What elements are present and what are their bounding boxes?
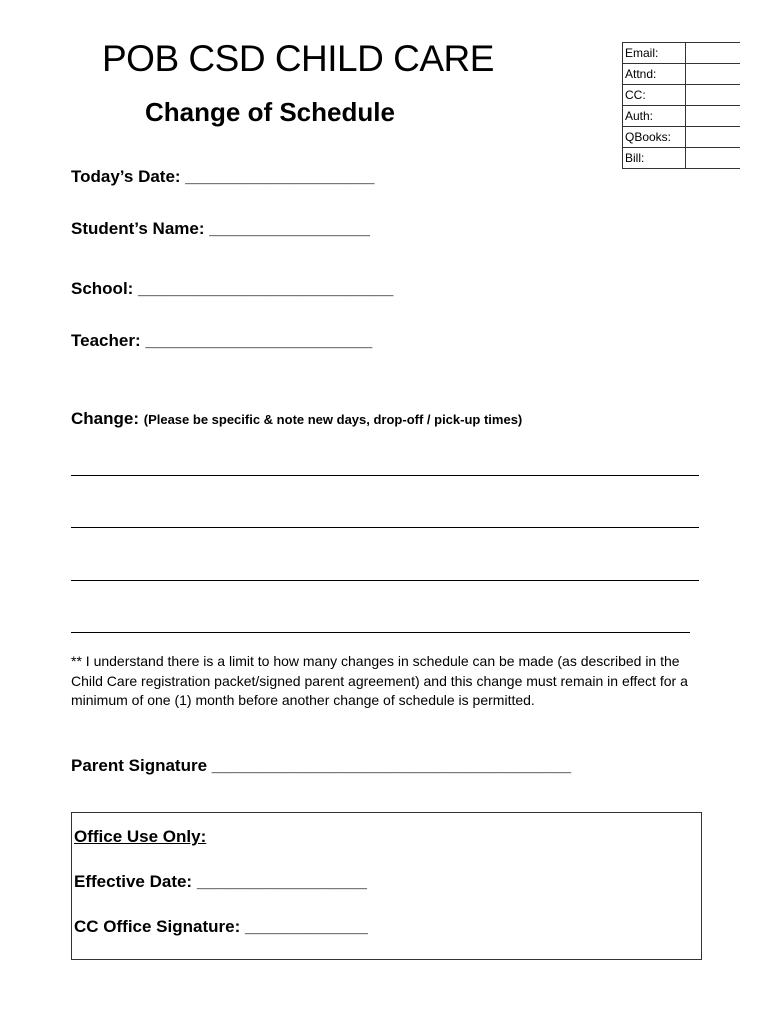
change-line-3[interactable]	[71, 580, 699, 581]
acknowledgement-text: ** I understand there is a limit to how many changes in schedule can be made (as described in the Child Care registration packet/signed parent agreement) and this change must remain in effect for a minimum of one (1) month before another change of schedule is permitted.	[71, 653, 688, 708]
effective-date-field[interactable]: Effective Date: __________________	[74, 872, 368, 891]
teacher-field[interactable]: Teacher: ________________________	[71, 331, 373, 350]
parent-signature-field[interactable]: Parent Signature ______________________________________	[71, 756, 572, 775]
change-line-2[interactable]	[71, 527, 699, 528]
change-line-4[interactable]	[71, 632, 690, 633]
status-row-attnd	[623, 64, 741, 85]
status-row-qbooks	[623, 127, 741, 148]
school-field[interactable]: School: ___________________________	[71, 279, 394, 298]
status-label-email: Email:	[623, 43, 686, 64]
status-row-auth	[623, 106, 741, 127]
acknowledgement-note	[71, 652, 701, 711]
change-section	[71, 408, 522, 431]
status-label-bill: Bill:	[623, 148, 686, 169]
status-row-email	[623, 43, 741, 64]
status-row-bill	[623, 148, 741, 169]
office-use-box	[71, 812, 702, 960]
status-value-bill[interactable]	[686, 148, 741, 169]
office-use-heading: Office Use Only:	[74, 827, 207, 846]
change-instructions: (Please be specific & note new days, drop-off / pick-up times)	[143, 412, 523, 427]
status-row-cc	[623, 85, 741, 106]
form-title: POB CSD CHILD CARE	[102, 38, 494, 79]
status-label-attnd: Attnd:	[623, 64, 686, 85]
status-value-attnd[interactable]	[686, 64, 741, 85]
cc-office-signature-field[interactable]: CC Office Signature: _____________	[74, 917, 368, 936]
status-value-qbooks[interactable]	[686, 127, 741, 148]
change-label: Change:	[71, 409, 139, 428]
student-name-field[interactable]: Student’s Name: _________________	[71, 219, 370, 238]
change-line-1[interactable]	[71, 475, 699, 476]
status-value-auth[interactable]	[686, 106, 741, 127]
status-value-email[interactable]	[686, 43, 741, 64]
office-status-table	[622, 42, 740, 169]
status-label-auth: Auth:	[623, 106, 686, 127]
todays-date-field[interactable]: Today’s Date: ____________________	[71, 167, 375, 186]
status-label-cc: CC:	[623, 85, 686, 106]
status-label-qbooks: QBooks:	[623, 127, 686, 148]
status-value-cc[interactable]	[686, 85, 741, 106]
form-subtitle: Change of Schedule	[145, 97, 395, 127]
